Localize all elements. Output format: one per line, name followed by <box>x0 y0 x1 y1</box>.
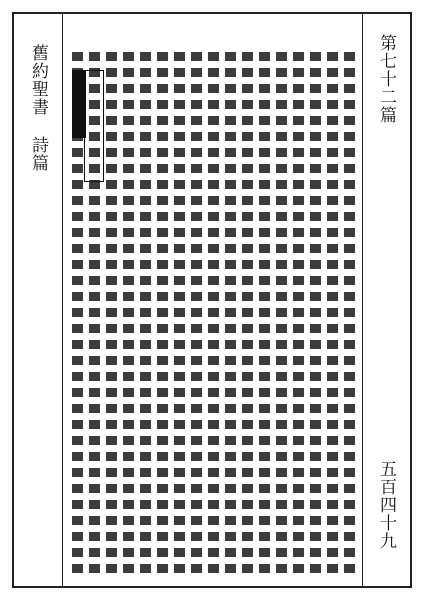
body-text-column <box>140 52 151 576</box>
body-text-column <box>123 52 134 576</box>
body-text-column <box>157 52 168 576</box>
body-text-column <box>293 52 304 576</box>
left-margin-rule <box>62 12 63 588</box>
body-text-column <box>191 52 202 576</box>
body-text-column <box>174 52 185 576</box>
right-margin-rule <box>362 12 363 588</box>
body-text-column <box>259 52 270 576</box>
body-text-column <box>310 52 321 576</box>
body-text-column <box>276 52 287 576</box>
body-text-column <box>327 52 338 576</box>
chapter-label: 第七十二篇 <box>376 34 396 124</box>
page-number: 五百四十九 <box>376 460 396 550</box>
body-text-column <box>225 52 236 576</box>
body-text-column <box>344 52 355 576</box>
body-text-column <box>208 52 219 576</box>
section-title: 詩篇 <box>28 136 48 172</box>
body-text-column <box>72 52 83 576</box>
body-text-column <box>242 52 253 576</box>
body-text-column <box>89 52 100 576</box>
book-title: 舊約聖書 <box>28 44 48 116</box>
body-text-column <box>106 52 117 576</box>
